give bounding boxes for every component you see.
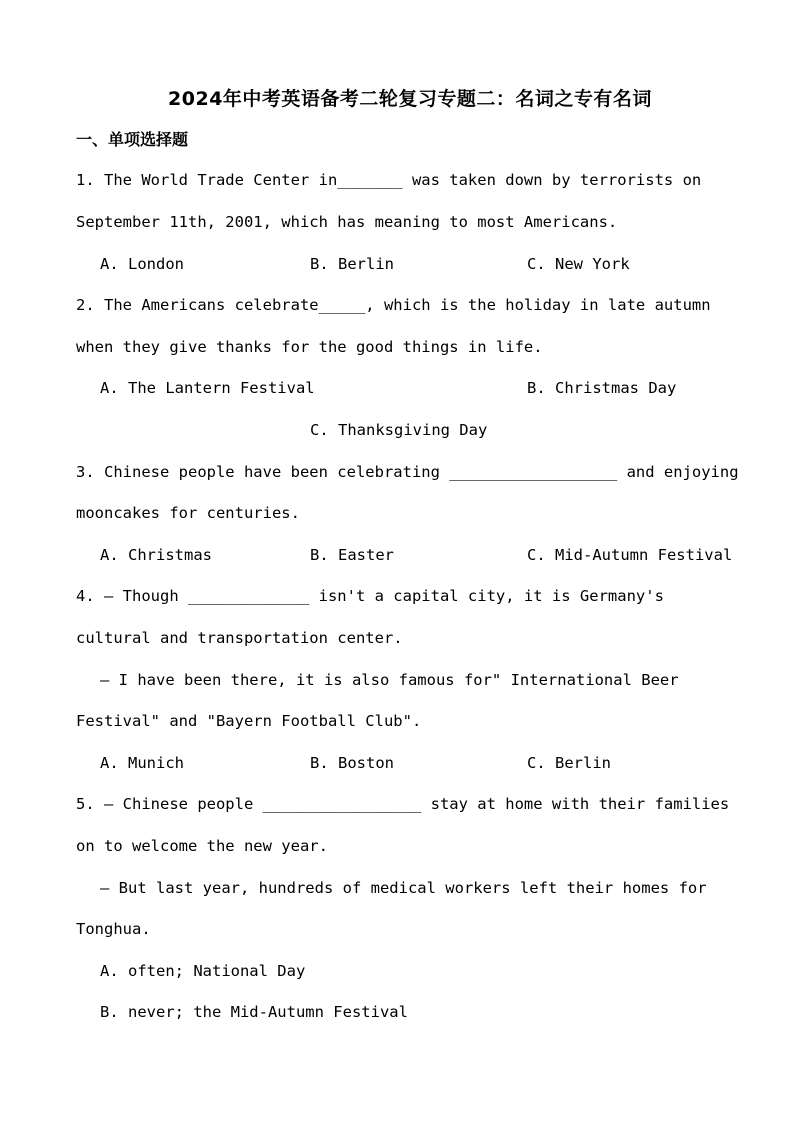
- question-4-line-2: cultural and transportation center.: [76, 629, 403, 647]
- question-2-line-2: when they give thanks for the good things in life.: [76, 338, 543, 356]
- question-3-line-1: 3. Chinese people have been celebrating __________________ and enjoying: [76, 463, 739, 481]
- question-1-line-2: September 11th, 2001, which has meaning to most Americans.: [76, 213, 618, 231]
- page-title: 2024年中考英语备考二轮复习专题二：名词之专有名词: [168, 88, 652, 110]
- question-5-line-3: — But last year, hundreds of medical workers left their homes for: [100, 879, 707, 897]
- question-5-option-b: B. never; the Mid-Autumn Festival: [100, 1003, 408, 1021]
- question-4-line-3: — I have been there, it is also famous for" International Beer: [100, 671, 679, 689]
- question-2-option-b: B. Christmas Day: [527, 379, 677, 397]
- question-5-line-4: Tonghua.: [76, 920, 151, 938]
- question-4-option-b: B. Boston: [310, 754, 394, 772]
- question-4-line-1: 4. — Though _____________ isn't a capital city, it is Germany's: [76, 587, 664, 605]
- section-heading: 一、单项选择题: [76, 130, 189, 149]
- question-5-line-2: on to welcome the new year.: [76, 837, 328, 855]
- question-1-line-1: 1. The World Trade Center in_______ was taken down by terrorists on: [76, 171, 702, 189]
- question-1-option-c: C. New York: [527, 255, 630, 273]
- question-3-line-2: mooncakes for centuries.: [76, 504, 300, 522]
- question-2-option-a: A. The Lantern Festival: [100, 379, 315, 397]
- question-1-option-b: B. Berlin: [310, 255, 394, 273]
- question-4-option-c: C. Berlin: [527, 754, 611, 772]
- question-1-option-a: A. London: [100, 255, 184, 273]
- question-2-option-c: C. Thanksgiving Day: [310, 421, 488, 439]
- question-3-option-c: C. Mid-Autumn Festival: [527, 546, 733, 564]
- question-5-option-a: A. often; National Day: [100, 962, 306, 980]
- question-4-option-a: A. Munich: [100, 754, 184, 772]
- question-4-line-4: Festival" and "Bayern Football Club".: [76, 712, 422, 730]
- question-2-line-1: 2. The Americans celebrate_____, which is the holiday in late autumn: [76, 296, 711, 314]
- question-3-option-b: B. Easter: [310, 546, 394, 564]
- question-3-option-a: A. Christmas: [100, 546, 212, 564]
- question-5-line-1: 5. — Chinese people _________________ stay at home with their families: [76, 795, 730, 813]
